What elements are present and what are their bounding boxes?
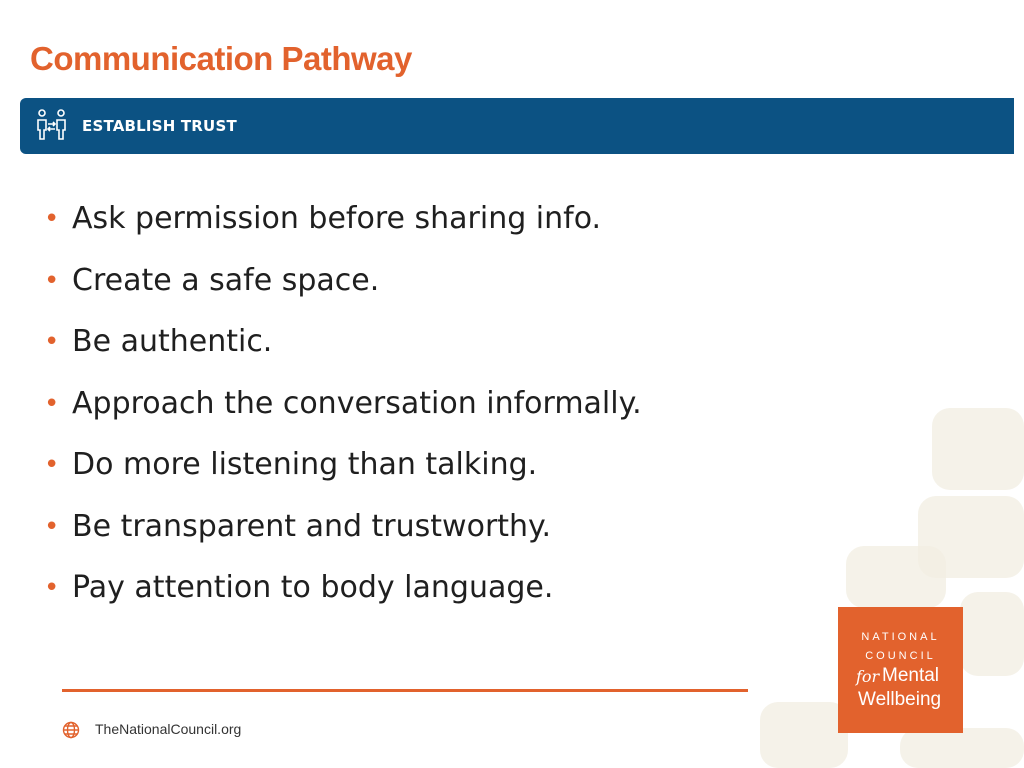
bullet-text: Do more listening than talking. [72, 447, 538, 482]
bullet-marker: • [44, 388, 60, 419]
bullet-text: Be authentic. [72, 324, 273, 359]
website-link[interactable]: TheNationalCouncil.org [95, 721, 242, 737]
section-banner [20, 98, 1014, 154]
bullet-marker: • [44, 573, 60, 603]
logo-text-mental: Mental [882, 665, 940, 686]
bullet-marker: • [44, 511, 60, 542]
decor-shape [846, 546, 946, 608]
bullet-text: Approach the conversation informally. [72, 385, 642, 421]
bullet-marker: • [44, 450, 60, 480]
footer-divider [62, 689, 748, 692]
globe-icon [62, 721, 80, 739]
national-council-logo [838, 607, 963, 733]
bullet-text: Pay attention to body language. [72, 570, 554, 605]
bullet-list [44, 196, 642, 627]
bullet-text: Be transparent and trustworthy. [72, 508, 552, 544]
decor-shape [960, 592, 1024, 676]
list-item [44, 565, 642, 627]
logo-text-national: NATIONAL [861, 631, 940, 643]
list-item [44, 442, 642, 504]
logo-text-council: COUNCIL [865, 650, 936, 662]
list-item [44, 319, 642, 381]
slide-title: Communication Pathway [30, 40, 412, 77]
logo-text-wellbeing: Wellbeing [858, 689, 942, 710]
list-item [44, 381, 642, 443]
list-item [44, 258, 642, 320]
bullet-marker: • [44, 327, 60, 357]
bullet-marker: • [44, 265, 60, 296]
bullet-text: Ask permission before sharing info. [72, 201, 602, 236]
list-item [44, 504, 642, 566]
decor-shape [932, 408, 1024, 490]
logo-text-for: for [856, 667, 880, 686]
decor-shape [900, 728, 1024, 768]
bullet-text: Create a safe space. [72, 262, 380, 298]
decor-shape [760, 702, 848, 768]
two-people-exchange-icon [34, 108, 70, 144]
bullet-marker: • [44, 204, 60, 234]
banner-label: ESTABLISH TRUST [82, 117, 237, 135]
list-item [44, 196, 642, 258]
